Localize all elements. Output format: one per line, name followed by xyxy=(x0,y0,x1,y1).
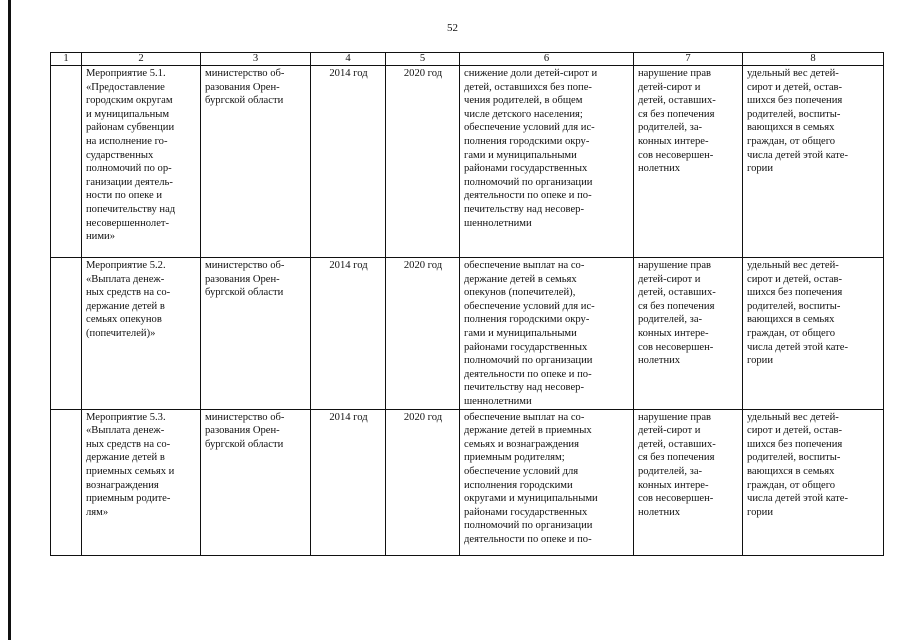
cell-text-line: гории xyxy=(747,506,774,518)
cell-text-line: детей-сирот и xyxy=(638,81,701,93)
cell-text-line: министерство об- xyxy=(205,68,285,79)
cell-text-line: детей, оставших- xyxy=(638,95,716,107)
column-number-header: 7 xyxy=(634,53,743,66)
cell-text-line: конных интере- xyxy=(638,135,709,147)
cell-text-line: вающихся в семьях xyxy=(747,314,835,326)
table-row xyxy=(51,409,884,555)
cell-text-line: обеспечение выплат на со- xyxy=(464,411,585,423)
end-year-cell: 2020 год xyxy=(386,258,460,410)
cell-text-line: детей-сирот и xyxy=(638,273,701,285)
cell-text-line: «Выплата денеж- xyxy=(86,273,165,285)
cell-text-line: полномочий по организации xyxy=(464,355,593,367)
cell-text-line: округами и муниципальными xyxy=(464,493,598,505)
cell-text-line: Мероприятие 5.1. xyxy=(86,68,166,79)
cell-text-line: удельный вес детей- xyxy=(747,68,839,79)
cell-text-line: семьях и вознаграждения xyxy=(464,438,579,450)
cell-text-line: сов несовершен- xyxy=(638,493,714,505)
cell-text-line: разования Орен- xyxy=(205,273,280,285)
cell-text-line: разования Орен- xyxy=(205,81,280,93)
cell-text-line: детей, оставших- xyxy=(638,287,716,299)
cell-text-line: родителей, воспиты- xyxy=(747,108,841,120)
cell-text-line: числа детей этой кате- xyxy=(747,341,849,353)
cell-text-line: нарушение прав xyxy=(638,411,712,423)
cell-text-line: сов несовершен- xyxy=(638,341,714,353)
cell-text-line: ных средств на со- xyxy=(86,438,171,450)
non-implementation-consequences-cell xyxy=(634,66,743,258)
cell-text-line: печительству над несовер- xyxy=(464,382,584,394)
cell-text-line: на исполнение го- xyxy=(86,135,168,147)
cell-text-line: родителей, воспиты- xyxy=(747,300,841,312)
cell-text-line: несовершеннолет- xyxy=(86,217,170,229)
cell-text-line: семьях опекунов xyxy=(86,314,162,326)
cell-text-line: шихся без попечения xyxy=(747,438,843,450)
related-indicator-cell xyxy=(743,409,884,555)
cell-text-line: конных интере- xyxy=(638,327,709,339)
expected-result-cell xyxy=(460,66,634,258)
cell-text-line: бургской области xyxy=(205,95,284,107)
cell-text-line: Мероприятие 5.2. xyxy=(86,260,166,271)
cell-text-line: гории xyxy=(747,163,774,175)
column-number-header: 2 xyxy=(82,53,201,66)
cell-text-line: разования Орен- xyxy=(205,425,280,437)
page-binding-line xyxy=(8,0,11,640)
cell-text-line: районами государственных xyxy=(464,341,588,353)
cell-text-line: числа детей этой кате- xyxy=(747,493,849,505)
expected-result-cell xyxy=(460,258,634,410)
cell-text-line: сов несовершен- xyxy=(638,149,714,161)
cell-text-line: сирот и детей, остав- xyxy=(747,273,843,285)
table-row xyxy=(51,258,884,410)
column-number-header: 3 xyxy=(201,53,311,66)
cell-text-line: конных интере- xyxy=(638,479,709,491)
cell-text-line: обеспечение условий для xyxy=(464,465,579,477)
cell-text-line: числе детского населения; xyxy=(464,108,583,120)
event-cell xyxy=(82,66,201,258)
cell-text-line: «Предоставление xyxy=(86,81,165,93)
cell-text-line: вающихся в семьях xyxy=(747,465,835,477)
cell-text-line: полномочий по ор- xyxy=(86,163,172,175)
cell-text-line: шихся без попечения xyxy=(747,287,843,299)
cell-text-line: шеннолетними xyxy=(464,217,532,229)
executor-cell xyxy=(201,258,311,410)
cell-text-line: полномочий по организации xyxy=(464,520,593,532)
cell-text-line: вознаграждения xyxy=(86,479,159,491)
column-number-header: 1 xyxy=(51,53,82,66)
cell-text-line: бургской области xyxy=(205,438,284,450)
cell-text-line: районами государственных xyxy=(464,163,588,175)
start-year-cell: 2014 год xyxy=(311,258,386,410)
non-implementation-consequences-cell xyxy=(634,258,743,410)
cell-text-line: удельный вес детей- xyxy=(747,411,839,423)
cell-text-line: ных средств на со- xyxy=(86,287,171,299)
cell-text-line: опекунов (попечителей), xyxy=(464,287,576,299)
end-year-cell: 2020 год xyxy=(386,66,460,258)
cell-text-line: полнения городскими окру- xyxy=(464,135,590,147)
cell-text-line: Мероприятие 5.3. xyxy=(86,411,166,423)
event-cell xyxy=(82,409,201,555)
cell-text-line: ганизации деятель- xyxy=(86,176,173,188)
cell-text-line: гории xyxy=(747,355,774,367)
row-number-cell xyxy=(51,258,82,410)
cell-text-line: нарушение прав xyxy=(638,260,712,271)
cell-text-line: ся без попечения xyxy=(638,108,715,120)
row-number-cell xyxy=(51,66,82,258)
cell-text-line: ся без попечения xyxy=(638,452,715,464)
start-year-cell: 2014 год xyxy=(311,409,386,555)
cell-text-line: деятельности по опеке и по- xyxy=(464,190,592,202)
cell-text-line: нарушение прав xyxy=(638,68,712,79)
cell-text-line: печительству над несовер- xyxy=(464,203,584,215)
cell-text-line: городским округам xyxy=(86,95,173,107)
cell-text-line: нолетних xyxy=(638,506,681,518)
cell-text-line: сударственных xyxy=(86,149,154,161)
cell-text-line: сирот и детей, остав- xyxy=(747,425,843,437)
measures-table xyxy=(50,52,884,556)
cell-text-line: гами и муниципальными xyxy=(464,327,577,339)
table-header-row xyxy=(51,53,884,66)
cell-text-line: удельный вес детей- xyxy=(747,260,839,271)
cell-text-line: районам субвенции xyxy=(86,122,175,134)
executor-cell xyxy=(201,409,311,555)
cell-text-line: родителей, воспиты- xyxy=(747,452,841,464)
cell-text-line: обеспечение условий для ис- xyxy=(464,300,595,312)
start-year-cell: 2014 год xyxy=(311,66,386,258)
cell-text-line: «Выплата денеж- xyxy=(86,425,165,437)
cell-text-line: шихся без попечения xyxy=(747,95,843,107)
cell-text-line: шеннолетними xyxy=(464,395,532,407)
cell-text-line: сирот и детей, остав- xyxy=(747,81,843,93)
cell-text-line: числа детей этой кате- xyxy=(747,149,849,161)
cell-text-line: детей-сирот и xyxy=(638,425,701,437)
column-number-header: 8 xyxy=(743,53,884,66)
related-indicator-cell xyxy=(743,66,884,258)
cell-text-line: бургской области xyxy=(205,287,284,299)
cell-text-line: родителей, за- xyxy=(638,465,703,477)
cell-text-line: граждан, от общего xyxy=(747,135,836,147)
cell-text-line: исполнения городскими xyxy=(464,479,573,491)
cell-text-line: деятельности по опеке и по- xyxy=(464,533,592,545)
cell-text-line: обеспечение выплат на со- xyxy=(464,260,585,271)
cell-text-line: полнения городскими окру- xyxy=(464,314,590,326)
cell-text-line: обеспечение условий для ис- xyxy=(464,122,595,134)
cell-text-line: граждан, от общего xyxy=(747,327,836,339)
cell-text-line: нолетних xyxy=(638,355,681,367)
row-number-cell xyxy=(51,409,82,555)
cell-text-line: лям» xyxy=(86,506,109,518)
cell-text-line: чения родителей, в общем xyxy=(464,95,583,107)
cell-text-line: министерство об- xyxy=(205,411,285,423)
cell-text-line: и муниципальным xyxy=(86,108,170,120)
cell-text-line: ними» xyxy=(86,231,116,243)
cell-text-line: снижение доли детей-сирот и xyxy=(464,68,598,79)
table-row xyxy=(51,66,884,258)
cell-text-line: граждан, от общего xyxy=(747,479,836,491)
cell-text-line: ности по опеке и xyxy=(86,190,163,202)
cell-text-line: приемным родителям; xyxy=(464,452,565,464)
non-implementation-consequences-cell xyxy=(634,409,743,555)
cell-text-line: нолетних xyxy=(638,163,681,175)
cell-text-line: министерство об- xyxy=(205,260,285,271)
cell-text-line: районами государственных xyxy=(464,506,588,518)
cell-text-line: (попечителей)» xyxy=(86,327,156,339)
cell-text-line: гами и муниципальными xyxy=(464,149,577,161)
executor-cell xyxy=(201,66,311,258)
cell-text-line: держание детей в приемных xyxy=(464,425,592,437)
cell-text-line: приемных семьях и xyxy=(86,465,175,477)
cell-text-line: родителей, за- xyxy=(638,314,703,326)
cell-text-line: держание детей в xyxy=(86,452,165,464)
cell-text-line: ся без попечения xyxy=(638,300,715,312)
cell-text-line: приемным родите- xyxy=(86,493,171,505)
cell-text-line: попечительству над xyxy=(86,203,176,215)
related-indicator-cell xyxy=(743,258,884,410)
cell-text-line: полномочий по организации xyxy=(464,176,593,188)
event-cell xyxy=(82,258,201,410)
end-year-cell: 2020 год xyxy=(386,409,460,555)
column-number-header: 5 xyxy=(386,53,460,66)
expected-result-cell xyxy=(460,409,634,555)
column-number-header: 4 xyxy=(311,53,386,66)
cell-text-line: детей, оставших- xyxy=(638,438,716,450)
cell-text-line: деятельности по опеке и по- xyxy=(464,368,592,380)
column-number-header: 6 xyxy=(460,53,634,66)
cell-text-line: держание детей в xyxy=(86,300,165,312)
cell-text-line: держание детей в семьях xyxy=(464,273,577,285)
cell-text-line: родителей, за- xyxy=(638,122,703,134)
cell-text-line: вающихся в семьях xyxy=(747,122,835,134)
page-number: 52 xyxy=(447,22,458,34)
cell-text-line: детей, оставшихся без попе- xyxy=(464,81,592,93)
